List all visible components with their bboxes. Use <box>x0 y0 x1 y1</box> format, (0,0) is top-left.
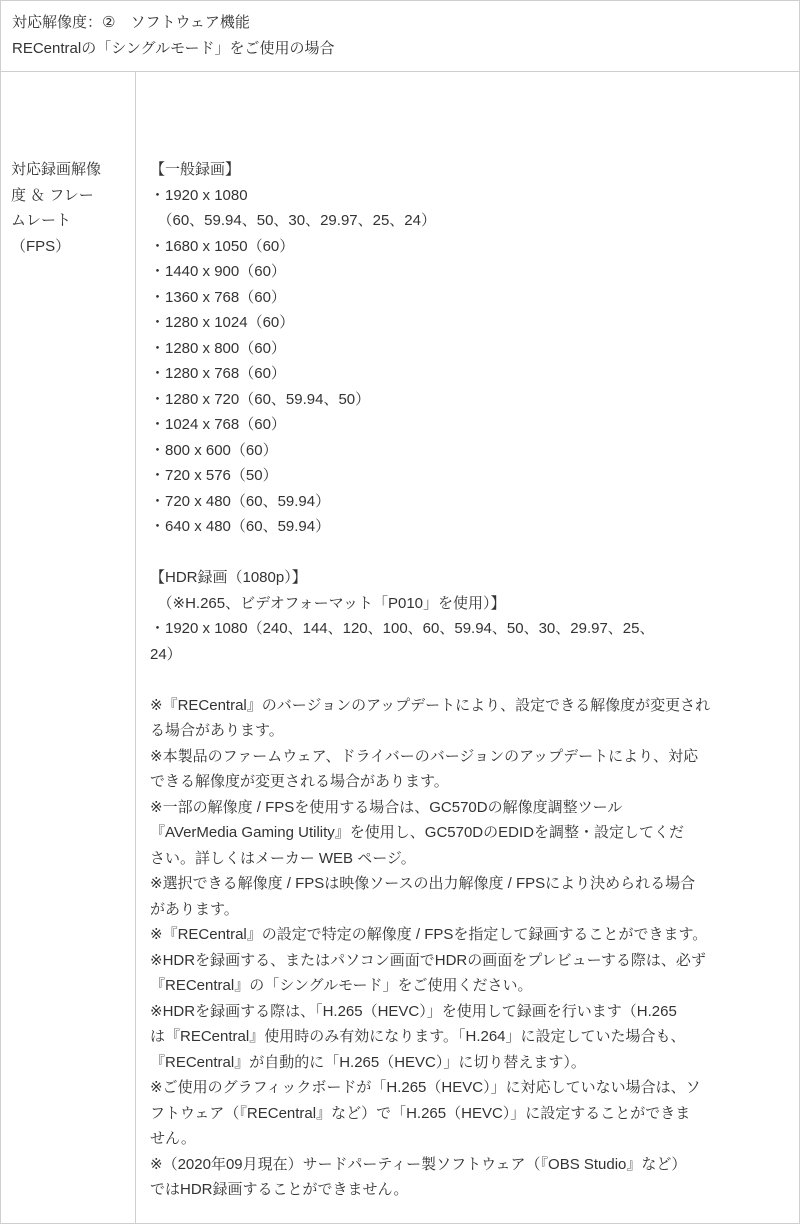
note-line: ※『RECentral』のバージョンのアップデートにより、設定できる解像度が変更され <box>150 696 711 714</box>
resolution-item: ・640 x 480（60、59.94） <box>150 518 331 535</box>
row-label-line: 対応録画解像 <box>11 161 102 178</box>
hdr-resolution-item: （※H.265、ビデオフォーマット「P010」を使用）】 <box>150 594 506 612</box>
note-line: できる解像度が変更される場合があります。 <box>150 773 449 790</box>
note-line: る場合があります。 <box>150 722 284 739</box>
resolution-item: ・1280 x 720（60、59.94、50） <box>150 390 371 408</box>
row-value-cell <box>136 72 800 1224</box>
note-line: さい。詳しくはメーカー WEB ページ。 <box>150 849 416 867</box>
resolution-item: ・1280 x 800（60） <box>150 339 286 357</box>
hdr-resolution-list <box>150 591 791 668</box>
table-header-cell <box>1 1 800 72</box>
note-line: があります。 <box>150 900 239 918</box>
note-line: ※本製品のファームウェア、ドライバーのバージョンのアップデートにより、対応 <box>150 747 699 765</box>
row-label-line: （FPS） <box>11 237 71 255</box>
resolution-item: （60、59.94、50、30、29.97、25、24） <box>150 212 436 229</box>
spacer <box>150 667 791 693</box>
table-row <box>1 72 800 1224</box>
row-label-line: ムレート <box>11 212 72 229</box>
row-label-line: 度 ＆ フレー <box>11 186 94 204</box>
general-resolution-list <box>150 183 791 540</box>
resolution-item: ・1280 x 1024（60） <box>150 314 295 331</box>
hdr-resolution-item: ・1920 x 1080（240、144、120、100、60、59.94、50、30、29.97、25、 <box>150 620 655 637</box>
resolution-item: ・1280 x 768（60） <box>150 365 286 382</box>
note-line: フトウェア（『RECentral』など）で「H.265（HEVC）」に設定することができま <box>150 1104 691 1122</box>
note-line: は『RECentral』使用時のみ有効になります。「H.264」に設定していた場合も、 <box>150 1028 686 1045</box>
notes-list <box>150 693 791 1203</box>
resolution-item: ・720 x 576（50） <box>150 467 278 484</box>
header-subtitle: RECentralの「シングルモード」をご使用の場合 <box>12 39 335 57</box>
table-header-row <box>1 1 800 72</box>
hdr-resolution-item: 24） <box>150 645 182 663</box>
resolution-item: ・800 x 600（60） <box>150 441 278 459</box>
resolution-item: ・1360 x 768（60） <box>150 288 286 306</box>
spacer <box>150 540 791 566</box>
note-line: ※HDRを録画する際は、「H.265（HEVC）」を使用して録画を行います（H.265 <box>150 1002 677 1020</box>
resolution-item: ・720 x 480（60、59.94） <box>150 492 331 510</box>
note-line: 『RECentral』が自動的に「H.265（HEVC）」に切り替えます）。 <box>150 1053 586 1071</box>
note-line: ※（2020年09月現在）サードパーティー製ソフトウェア（『OBS Studio』など） <box>150 1155 687 1173</box>
note-line: ではHDR録画することができません。 <box>150 1181 409 1198</box>
resolution-item: ・1920 x 1080 <box>150 186 248 204</box>
header-title: 対応解像度：② ソフトウェア機能 <box>12 14 250 31</box>
note-line: 『RECentral』の「シングルモード」をご使用ください。 <box>150 977 533 994</box>
note-line: ※ご使用のグラフィックボードが「H.265（HEVC）」に対応していない場合は、ソ <box>150 1079 701 1096</box>
hdr-recording-heading: 【HDR録画（1080p）】 <box>150 569 307 586</box>
note-line: せん。 <box>150 1130 196 1147</box>
note-line: ※選択できる解像度 / FPSは映像ソースの出力解像度 / FPSにより決められる場合 <box>150 875 696 892</box>
note-line: 『AVerMedia Gaming Utility』を使用し、GC570DのEDIDを調整・設定してくだ <box>150 824 684 841</box>
resolution-item: ・1440 x 900（60） <box>150 263 286 280</box>
row-label-cell <box>1 72 136 1224</box>
note-line: ※一部の解像度 / FPSを使用する場合は、GC570Dの解像度調整ツール <box>150 798 623 816</box>
resolution-item: ・1024 x 768（60） <box>150 416 286 433</box>
note-line: ※『RECentral』の設定で特定の解像度 / FPSを指定して録画することができます。 <box>150 926 708 943</box>
note-line: ※HDRを録画する、またはパソコン画面でHDRの画面をプレビューする際は、必ず <box>150 951 706 969</box>
general-recording-heading: 【一般録画】 <box>150 161 241 178</box>
resolution-item: ・1680 x 1050（60） <box>150 237 295 255</box>
